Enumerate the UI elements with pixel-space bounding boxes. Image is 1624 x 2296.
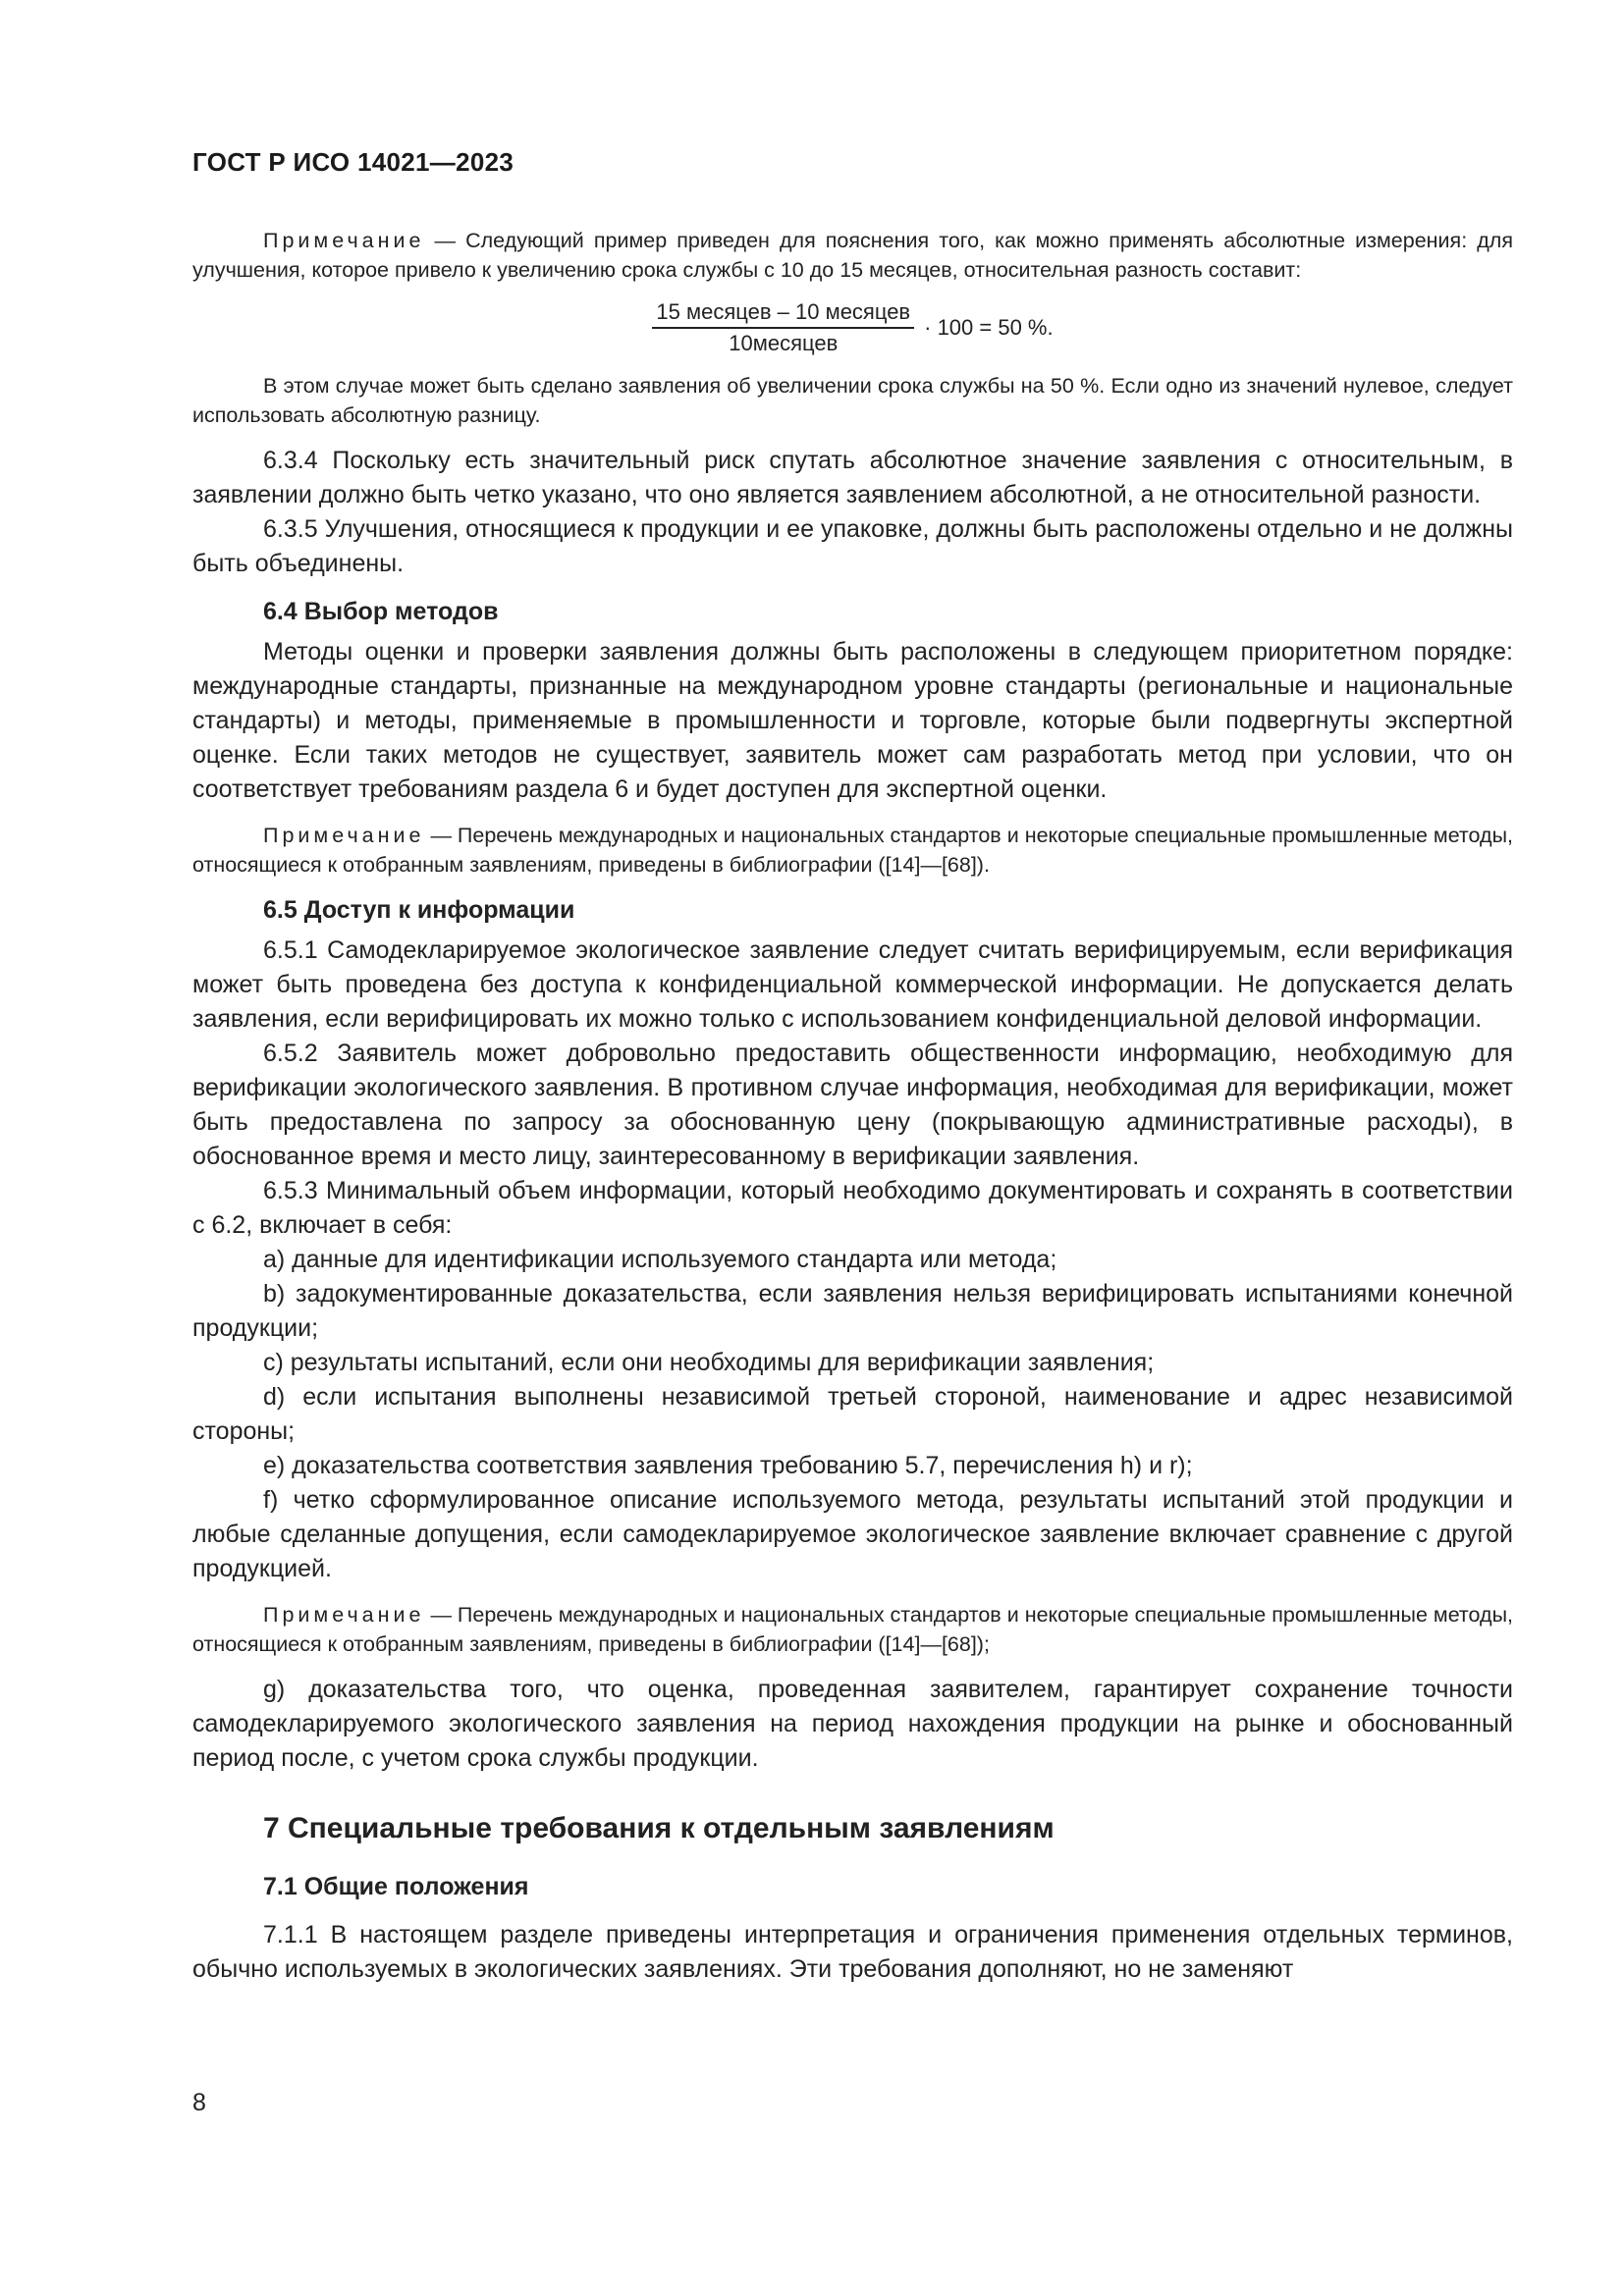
- relative-difference-formula: [192, 298, 1513, 357]
- note-label: Примечание: [263, 1603, 425, 1627]
- note-bibliography-1: [192, 821, 1513, 880]
- note-label: Примечание: [263, 824, 425, 847]
- paragraph-6-3-4: 6.3.4 Поскольку есть значительный риск спутать абсолютное значение заявления с относительным, в заявлении должно быть четко указано, что оно является заявлением абсолютной, а не относительной разности.: [192, 447, 1513, 508]
- list-item-g: g) доказательства того, что оценка, проведенная заявителем, гарантирует сохранение точности самодекларируемого экологического заявления на период нахождения продукции на рынке и обоснованный период после, с учетом срока службы продукции.: [192, 1676, 1513, 1772]
- note-bibliography-2: [192, 1600, 1513, 1659]
- note-text: — Перечень международных и национальных стандартов и некоторые специальные промышленные методы, относящиеся к отобранным заявлениям, приведены в библиографии ([14]—[68]).: [192, 824, 1513, 877]
- list-item: e) доказательства соответствия заявления требованию 5.7, перечисления h) и r);: [263, 1452, 1193, 1479]
- formula-fraction: [652, 299, 914, 356]
- heading-6-5: 6.5 Доступ к информации: [263, 896, 575, 924]
- paragraph-6-5-1: 6.5.1 Самодекларируемое экологическое заявление следует считать верифицируемым, если верификация может быть проведена без доступа к конфиденциальной коммерческой информации. Не допускается делать заявления, если верифицировать их можно только с использованием конфиденциальной деловой информации.: [192, 936, 1513, 1033]
- formula-result: · 100 = 50 %.: [924, 315, 1054, 340]
- note-continuation: В этом случае может быть сделано заявления об увеличении срока службы на 50 %. Если одно из значений нулевое, следует использовать абсолютную разницу.: [192, 374, 1513, 427]
- paragraph-6-5-3: 6.5.3 Минимальный объем информации, который необходимо документировать и сохранять в соответствии с 6.2, включает в себя:: [192, 1177, 1513, 1239]
- list-item: f) четко сформулированное описание используемого метода, результаты испытаний этой продукции и любые сделанные допущения, если самодекларируемое экологическое заявление включает сравнение с другой продукцией.: [192, 1486, 1513, 1582]
- formula-numerator: 15 месяцев – 10 месяцев: [652, 299, 914, 329]
- document-body: [192, 226, 1513, 1987]
- document-code-header: ГОСТ Р ИСО 14021—2023: [192, 147, 514, 177]
- formula-denominator: 10месяцев: [729, 331, 839, 355]
- list-item: d) если испытания выполнены независимой третьей стороной, наименование и адрес независимой стороны;: [192, 1383, 1513, 1445]
- heading-7-1: 7.1 Общие положения: [263, 1873, 529, 1900]
- heading-6-4: 6.4 Выбор методов: [263, 598, 499, 625]
- note-text: — Перечень международных и национальных стандартов и некоторые специальные промышленные методы, относящиеся к отобранным заявлениям, приведены в библиографии ([14]—[68]);: [192, 1603, 1513, 1656]
- page-number: 8: [192, 2089, 206, 2116]
- heading-section-7: 7 Специальные требования к отдельным заявлениям: [263, 1812, 1055, 1844]
- note-label: Примечание: [263, 229, 425, 252]
- note-example-absolute: [192, 226, 1513, 285]
- list-item: c) результаты испытаний, если они необходимы для верификации заявления;: [263, 1349, 1155, 1376]
- paragraph-6-5-2: 6.5.2 Заявитель может добровольно предоставить общественности информацию, необходимую для верификации экологического заявления. В противном случае информация, необходимая для верификации, может быть предоставлена по запросу за обоснованную цену (покрывающую административные расходы), в обоснованное время и место лицу, заинтересованному в верификации заявления.: [192, 1040, 1513, 1170]
- list-item: b) задокументированные доказательства, если заявления нельзя верифицировать испытаниями конечной продукции;: [192, 1280, 1513, 1342]
- note-text: — Следующий пример приведен для пояснения того, как можно применять абсолютные измерения: для улучшения, которое привело к увеличению срока службы с 10 до 15 месяцев, относительная разность составит:: [192, 229, 1513, 282]
- list-item: а) данные для идентификации используемого стандарта или метода;: [263, 1246, 1057, 1273]
- paragraph-6-3-5: 6.3.5 Улучшения, относящиеся к продукции и ее упаковке, должны быть расположены отдельно и не должны быть объединены.: [192, 515, 1513, 577]
- paragraph-6-4: Методы оценки и проверки заявления должны быть расположены в следующем приоритетном порядке: международные стандарты, признанные на международном уровне стандарты (региональные и национальные стандарты) и методы, применяемые в промышленности и торговле, которые были подвергнуты экспертной оценке. Если таких методов не существует, заявитель может сам разработать метод при условии, что он соответствует требованиям раздела 6 и будет доступен для экспертной оценки.: [192, 638, 1513, 803]
- paragraph-7-1-1: 7.1.1 В настоящем разделе приведены интерпретация и ограничения применения отдельных терминов, обычно используемых в экологических заявлениях. Эти требования дополняют, но не заменяют: [192, 1921, 1513, 1983]
